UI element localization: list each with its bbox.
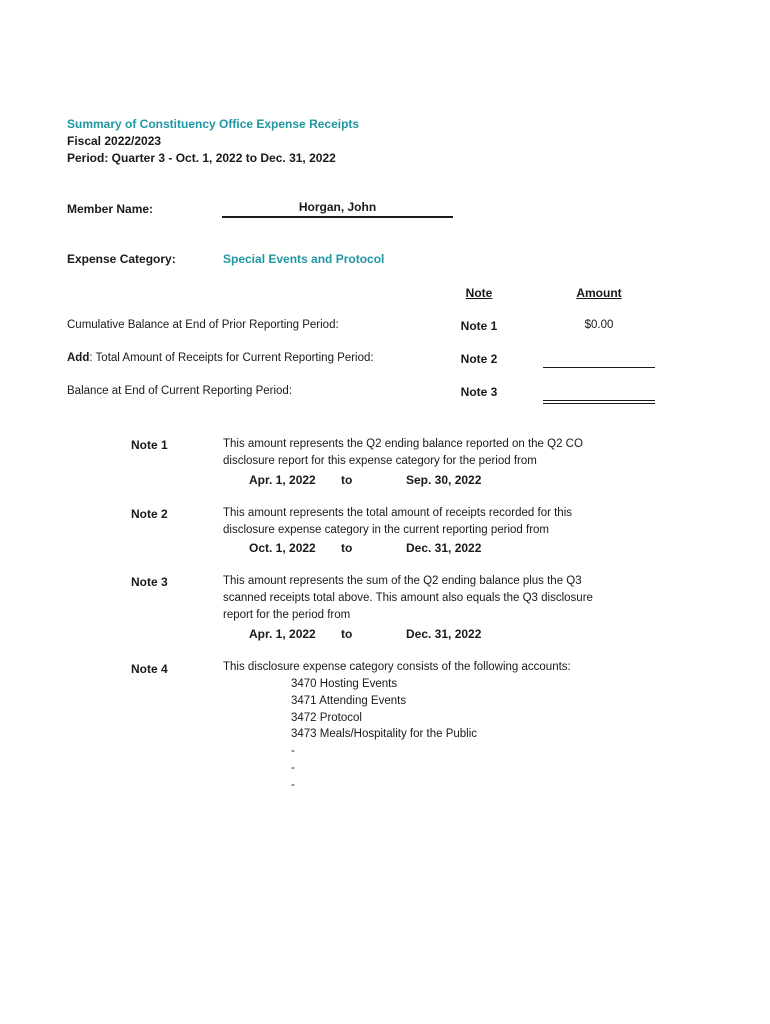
member-name-underline xyxy=(222,216,453,218)
note-2-to-word: to xyxy=(341,541,353,555)
current-receipts-label xyxy=(67,352,374,364)
ending-balance-double-line-top xyxy=(543,400,655,401)
prior-balance-amount: $0.00 xyxy=(584,319,614,331)
note-1-label: Note 1 xyxy=(131,438,168,452)
current-receipts-amount-line xyxy=(543,367,655,368)
account-item: - xyxy=(291,779,295,791)
prior-balance-label: Cumulative Balance at End of Prior Reporting Period: xyxy=(67,319,339,331)
ending-balance-double-line-bottom xyxy=(543,403,655,404)
prior-balance-note: Note 1 xyxy=(460,319,498,333)
note-2-label: Note 2 xyxy=(131,507,168,521)
account-item: 3472 Protocol xyxy=(291,712,362,724)
note-2-line-2: disclosure expense category in the current reporting period from xyxy=(223,524,550,536)
note-3-line-3: report for the period from xyxy=(223,609,351,621)
note-1-to-word: to xyxy=(341,473,353,487)
ending-balance-label: Balance at End of Current Reporting Period: xyxy=(67,385,293,397)
ending-balance-note: Note 3 xyxy=(460,385,498,399)
account-item: - xyxy=(291,745,295,757)
note-2-from-date: Oct. 1, 2022 xyxy=(249,541,316,555)
account-item: 3470 Hosting Events xyxy=(291,678,398,690)
account-item: 3471 Attending Events xyxy=(291,695,407,707)
note-3-to-date: Dec. 31, 2022 xyxy=(406,627,482,641)
note-3-line-1: This amount represents the sum of the Q2 ending balance plus the Q3 xyxy=(223,575,582,587)
add-label: Add xyxy=(67,352,90,364)
note-1-from-date: Apr. 1, 2022 xyxy=(249,473,316,487)
account-item: - xyxy=(291,762,295,774)
note-3-to-word: to xyxy=(341,627,353,641)
note-1-line-1: This amount represents the Q2 ending balance reported on the Q2 CO xyxy=(223,438,583,450)
member-name-value: Horgan, John xyxy=(298,200,377,214)
note-3-line-2: scanned receipts total above. This amount also equals the Q3 disclosure xyxy=(223,592,593,604)
document-title: Summary of Constituency Office Expense Receipts xyxy=(67,117,360,131)
amount-column-header: Amount xyxy=(576,286,622,300)
expense-category-label: Expense Category: xyxy=(67,252,176,266)
note-2-line-1: This amount represents the total amount of receipts recorded for this xyxy=(223,507,573,519)
account-item: 3473 Meals/Hospitality for the Public xyxy=(291,728,478,740)
note-1-to-date: Sep. 30, 2022 xyxy=(406,473,482,487)
note-2-to-date: Dec. 31, 2022 xyxy=(406,541,482,555)
current-receipts-note: Note 2 xyxy=(460,352,498,366)
note-3-from-date: Apr. 1, 2022 xyxy=(249,627,316,641)
note-4-intro: This disclosure expense category consists of the following accounts: xyxy=(223,661,571,673)
expense-category-value: Special Events and Protocol xyxy=(223,252,385,266)
note-3-label: Note 3 xyxy=(131,575,168,589)
note-1-line-2: disclosure report for this expense category for the period from xyxy=(223,455,537,467)
note-column-header: Note xyxy=(465,286,493,300)
member-name-label: Member Name: xyxy=(67,202,154,216)
note-4-label: Note 4 xyxy=(131,662,168,676)
fiscal-year: Fiscal 2022/2023 xyxy=(67,134,162,148)
reporting-period: Period: Quarter 3 - Oct. 1, 2022 to Dec. 31, 2022 xyxy=(67,151,336,165)
current-receipts-text: : Total Amount of Receipts for Current Reporting Period: xyxy=(89,352,374,364)
